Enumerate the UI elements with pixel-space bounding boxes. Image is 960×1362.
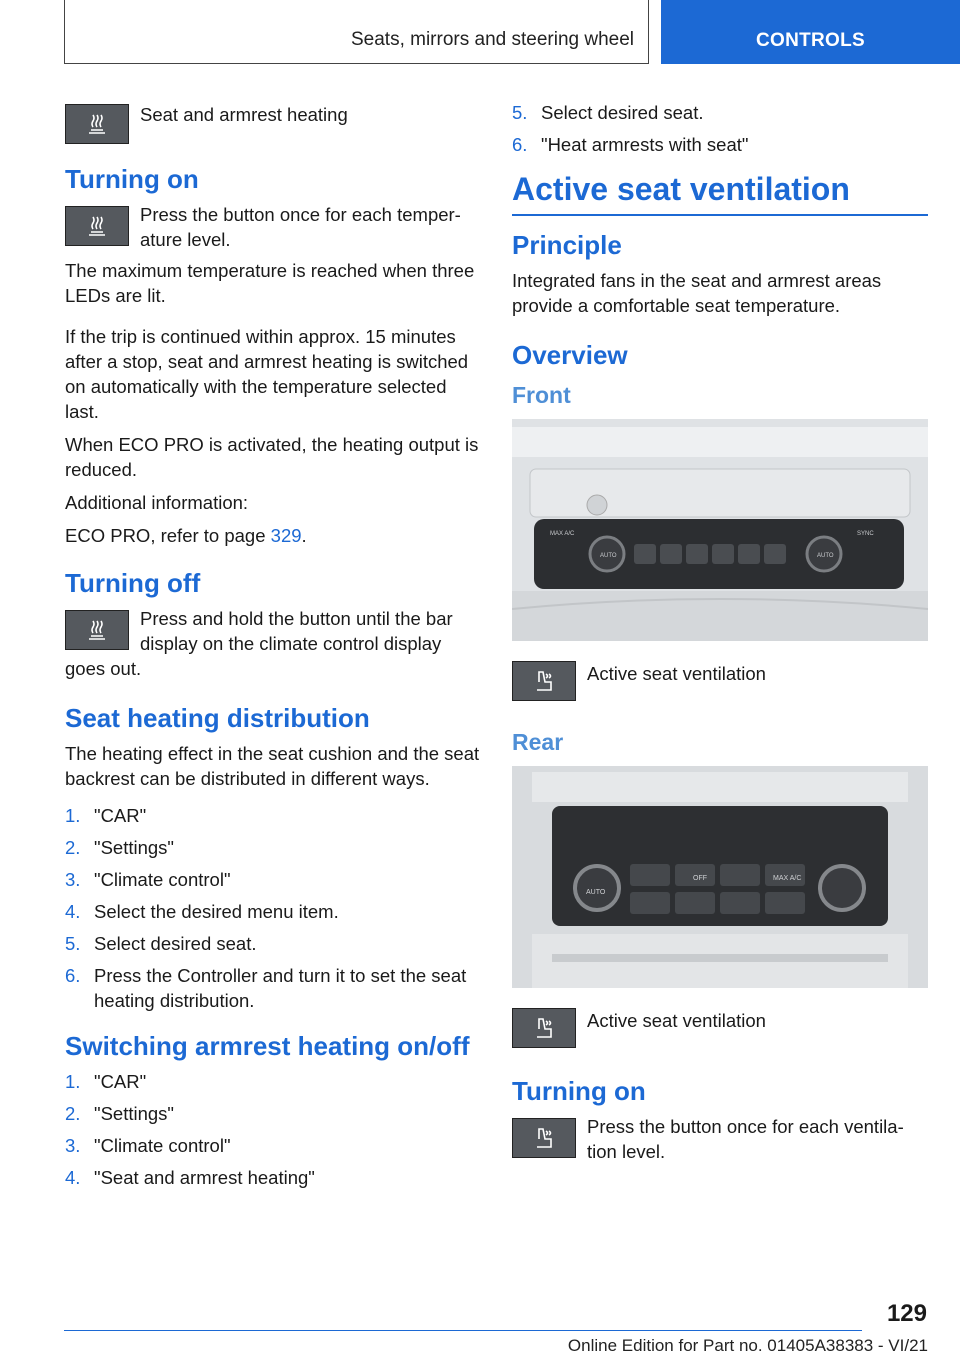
- list-item: [65, 835, 480, 860]
- list-item: [65, 899, 480, 924]
- list-item: [65, 1133, 480, 1158]
- step-number: 6.: [65, 965, 81, 986]
- paragraph-additional: Additional information:: [65, 492, 249, 513]
- seat-ventilation-icon: [512, 1118, 576, 1158]
- intro-caption: Seat and armrest heating: [140, 104, 348, 125]
- heading-overview: Overview: [512, 340, 628, 370]
- front-climate-control-photo: [512, 419, 928, 641]
- turning-on-row: [65, 202, 480, 252]
- list-item: [65, 1069, 480, 1094]
- step-text: "CAR": [94, 1071, 147, 1092]
- step-text: "Climate control": [94, 869, 231, 890]
- seat-ventilation-icon: [512, 661, 576, 701]
- front-auto-label-left: AUTO: [600, 553, 617, 559]
- heading-turning-off: Turning off: [65, 568, 201, 598]
- left-column: [65, 100, 480, 1198]
- turning-off-row: [65, 606, 480, 681]
- ventilation-turning-on-row: [512, 1114, 928, 1164]
- paragraph-eco-pro: When ECO PRO is activated, the heating output is reduced.: [65, 434, 479, 480]
- list-item: [65, 931, 480, 956]
- step-text: "Settings": [94, 1103, 174, 1124]
- list-item: [512, 132, 928, 157]
- step-text: Select desired seat.: [94, 933, 257, 954]
- paragraph-max-temp: The maximum temperature is reached when three LEDs are lit.: [65, 260, 475, 306]
- front-auto-label-right: AUTO: [817, 553, 834, 559]
- front-caption-row: [512, 657, 928, 707]
- section-title: Seats, mirrors and steering wheel: [350, 29, 634, 50]
- step-number: 2.: [65, 837, 81, 858]
- armrest-steps-continued: [512, 100, 928, 157]
- intro-seat-heating: [65, 100, 480, 150]
- heading-distribution: Seat heating distribution: [65, 703, 370, 733]
- list-item: [512, 100, 928, 125]
- step-number: 1.: [65, 805, 81, 826]
- step-number: 3.: [65, 1135, 81, 1156]
- rear-caption: Active seat ventilation: [587, 1010, 766, 1031]
- step-text: "Seat and armrest heating": [94, 1167, 315, 1188]
- front-caption: Active seat ventilation: [587, 663, 766, 684]
- distribution-steps: [65, 803, 480, 1013]
- step-number: 6.: [512, 134, 528, 155]
- heading-front: Front: [512, 382, 571, 408]
- heading-turning-on-ventilation: Turning on: [512, 1076, 646, 1106]
- list-item: [65, 867, 480, 892]
- step-number: 1.: [65, 1071, 81, 1092]
- step-text: Select desired seat.: [541, 102, 704, 123]
- step-text: "Heat armrests with seat": [541, 134, 749, 155]
- list-item: [65, 1165, 480, 1190]
- step-text: Press the Controller and turn it to set the seat heating distribution.: [94, 965, 467, 1011]
- seat-ventilation-icon: [512, 1008, 576, 1048]
- armrest-steps: [65, 1069, 480, 1190]
- rear-climate-control-photo: [512, 766, 928, 988]
- seat-heating-icon: [65, 104, 129, 144]
- turning-on-icon-text: Press the button once for each temper‐ature level.: [140, 204, 461, 250]
- step-number: 2.: [65, 1103, 81, 1124]
- rear-max-ac-label: MAX A/C: [773, 875, 802, 882]
- list-item: [65, 803, 480, 828]
- step-number: 5.: [65, 933, 81, 954]
- heading-armrest: Switching armrest heating on/off: [65, 1031, 470, 1061]
- paragraph-eco-ref: [65, 523, 480, 548]
- list-item: [65, 963, 480, 1013]
- step-number: 3.: [65, 869, 81, 890]
- step-text: "Settings": [94, 837, 174, 858]
- eco-ref-text: ECO PRO, refer to page: [65, 525, 271, 546]
- step-text: "Climate control": [94, 1135, 231, 1156]
- distribution-paragraph: The heating effect in the seat cushion and the seat backrest can be distributed in different ways.: [65, 743, 480, 789]
- step-number: 5.: [512, 102, 528, 123]
- list-item: [65, 1101, 480, 1126]
- step-number: 4.: [65, 901, 81, 922]
- principle-paragraph: Integrated fans in the seat and armrest areas provide a comfortable seat temperature.: [512, 270, 882, 316]
- rear-caption-row: [512, 1004, 928, 1054]
- step-text: Select the desired menu item.: [94, 901, 339, 922]
- heading-rear: Rear: [512, 729, 564, 755]
- right-column: [512, 100, 928, 1170]
- page-link-329[interactable]: 329: [270, 525, 302, 546]
- heading-principle: Principle: [512, 230, 622, 260]
- header-chapter-tab[interactable]: [661, 0, 960, 64]
- rear-off-label: OFF: [693, 875, 707, 882]
- step-text: "CAR": [94, 805, 147, 826]
- turning-off-icon-text: Press and hold the button until the bar display on the climate control display goes out.: [65, 608, 453, 679]
- page-number: 129: [886, 1300, 927, 1327]
- footer-rule: [64, 1330, 862, 1331]
- heading-active-seat-ventilation: Active seat ventilation: [512, 171, 928, 216]
- front-sync-label: SYNC: [857, 531, 874, 537]
- ventilation-turning-on-text: Press the button once for each ventila‐tion level.: [587, 1116, 904, 1162]
- rear-auto-label: AUTO: [586, 889, 606, 896]
- footer-edition: Online Edition for Part no. 01405A38383 - VI/21: [567, 1336, 928, 1355]
- seat-heating-icon: [65, 610, 129, 650]
- paragraph-trip: If the trip is continued within approx. 15 minutes after a stop, seat and armrest heating is switched on automatically with the temperature selected last.: [65, 326, 469, 422]
- seat-heating-icon: [65, 206, 129, 246]
- header-section-box: [64, 0, 649, 64]
- heading-turning-on: Turning on: [65, 164, 199, 194]
- front-max-ac-label: MAX A/C: [550, 531, 575, 537]
- step-number: 4.: [65, 1167, 81, 1188]
- chapter-title: CONTROLS: [755, 30, 865, 51]
- eco-ref-period: .: [301, 525, 307, 546]
